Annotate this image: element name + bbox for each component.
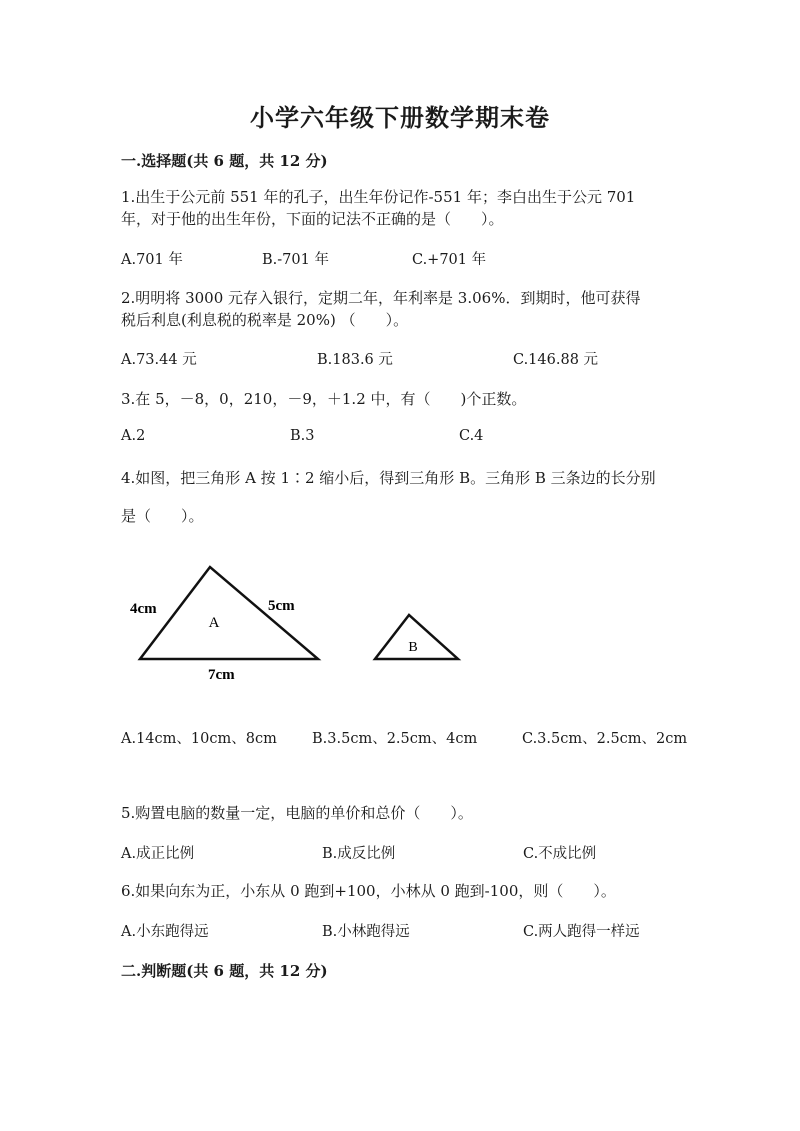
question-2-option-a: A.73.44 元 xyxy=(121,352,197,368)
question-2-option-b: B.183.6 元 xyxy=(317,352,393,368)
question-4-line-1: 4.如图，把三角形 A 按 1∶2 缩小后，得到三角形 B。三角形 B 三条边的长分别 xyxy=(121,469,656,487)
question-6-line-1: 6.如果向东为正，小东从 0 跑到+100，小林从 0 跑到-100，则（ ）。 xyxy=(121,882,616,900)
triangle-a-left-side-label: 4cm xyxy=(130,601,157,617)
question-1-option-a: A.701 年 xyxy=(121,252,183,268)
question-2-line-1: 2.明明将 3000 元存入银行，定期二年，年利率是 3.06%．到期时，他可获得 xyxy=(121,289,641,307)
question-3-option-b: B.3 xyxy=(290,428,315,444)
question-5-line-1: 5.购置电脑的数量一定，电脑的单价和总价（ ）。 xyxy=(121,804,473,822)
question-5-option-a: A.成正比例 xyxy=(121,846,195,862)
question-5-option-b: B.成反比例 xyxy=(322,846,396,862)
section-heading-judgment: 二.判断题(共 6 题，共 12 分) xyxy=(121,962,328,980)
question-6-option-a: A.小东跑得远 xyxy=(121,924,209,940)
question-1-option-c: C.+701 年 xyxy=(412,252,487,268)
triangle-a-right-side-label: 5cm xyxy=(268,598,295,614)
triangle-a-bottom-side-label: 7cm xyxy=(208,667,235,683)
question-1-line-1: 1.出生于公元前 551 年的孔子，出生年份记作-551 年；李白出生于公元 701 xyxy=(121,188,636,206)
question-2-line-2: 税后利息(利息税的税率是 20%) （ ）。 xyxy=(121,311,409,329)
question-4-option-b: B.3.5cm、2.5cm、4cm xyxy=(312,731,478,747)
section-heading-choice: 一.选择题(共 6 题，共 12 分) xyxy=(121,152,328,170)
question-4-option-c: C.3.5cm、2.5cm、2cm xyxy=(522,731,688,747)
triangle-figure xyxy=(100,555,480,695)
question-2-option-c: C.146.88 元 xyxy=(513,352,599,368)
question-3-option-c: C.4 xyxy=(459,428,484,444)
question-4-option-a: A.14cm、10cm、8cm xyxy=(121,731,277,747)
question-3-option-a: A.2 xyxy=(121,428,146,444)
page-title: 小学六年级下册数学期末卷 xyxy=(250,103,550,132)
question-1-line-2: 年，对于他的出生年份，下面的记法不正确的是（ ）。 xyxy=(121,210,504,228)
question-3-line-1: 3.在 5，－8，0，210，－9，＋1.2 中，有（ )个正数。 xyxy=(121,390,527,408)
triangle-b-label: B xyxy=(408,640,418,655)
triangle-a-label: A xyxy=(208,615,220,631)
question-5-option-c: C.不成比例 xyxy=(523,846,597,862)
question-6-option-c: C.两人跑得一样远 xyxy=(523,924,640,940)
question-1-option-b: B.-701 年 xyxy=(262,252,329,268)
question-6-option-b: B.小林跑得远 xyxy=(322,924,410,940)
question-4-line-2: 是（ ）。 xyxy=(121,507,204,525)
